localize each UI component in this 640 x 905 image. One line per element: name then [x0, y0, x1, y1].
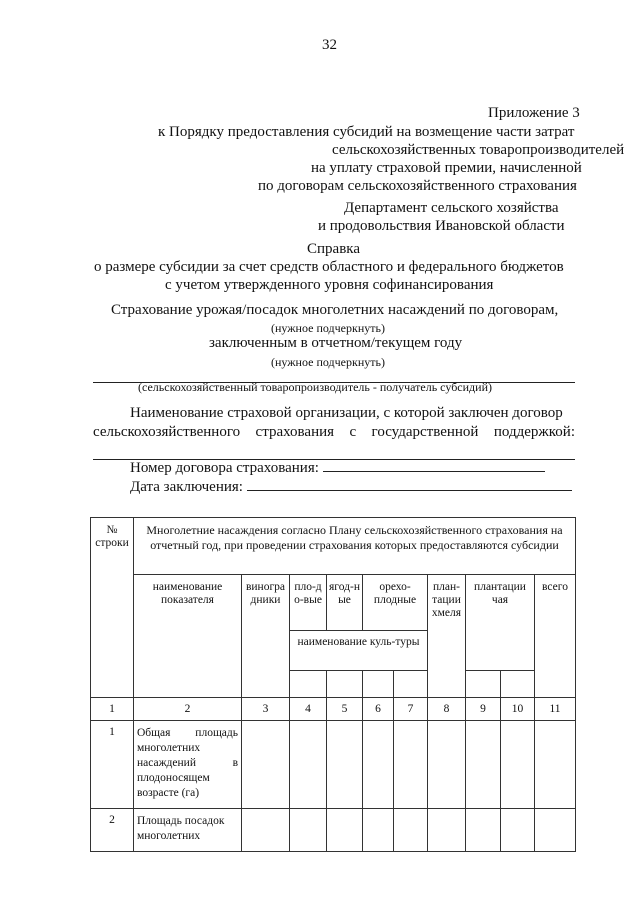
underline-hint: (нужное подчеркнуть) [271, 321, 385, 335]
data-cell[interactable] [428, 721, 466, 809]
data-cell[interactable] [327, 809, 363, 852]
tea-header: плантации чая [466, 575, 535, 671]
subsidy-table [90, 517, 576, 852]
data-cell[interactable] [501, 721, 535, 809]
column-number: 2 [134, 698, 242, 721]
column-number: 5 [327, 698, 363, 721]
data-cell[interactable] [466, 721, 501, 809]
contract-number-label: Номер договора страхования: [130, 460, 319, 476]
row-label: Общая площадь многолетних насаждений в плодоносящем возрасте (га) [134, 721, 242, 809]
data-cell[interactable] [501, 809, 535, 852]
column-number: 10 [501, 698, 535, 721]
column-number: 11 [535, 698, 576, 721]
contract-date-row [130, 478, 572, 496]
tea-culture-cell[interactable] [501, 671, 535, 698]
appendix-line: на уплату страховой премии, начисленной [311, 160, 582, 176]
row-label: Площадь посадок многолетних [134, 809, 242, 852]
culture-name-header: наименование куль-туры [290, 631, 428, 671]
row-number: 2 [91, 809, 134, 852]
data-cell[interactable] [428, 809, 466, 852]
data-cell[interactable] [363, 809, 394, 852]
appendix-line: сельскохозяйственных товаропроизводителей [332, 142, 625, 158]
vineyards-header: виноградники [242, 575, 290, 698]
department-line: Департамент сельского хозяйства [344, 200, 559, 216]
column-number: 1 [91, 698, 134, 721]
certificate-title: Справка [307, 241, 360, 257]
hops-header: план-тации хмеля [428, 575, 466, 698]
table-row [91, 721, 576, 809]
row-number: 1 [91, 721, 134, 809]
certificate-line: о размере субсидии за счет средств областного и федерального бюджетов [94, 259, 564, 275]
column-number: 8 [428, 698, 466, 721]
contract-number-row [130, 459, 545, 477]
contract-date-label: Дата заключения: [130, 479, 243, 495]
culture-cell[interactable] [394, 671, 428, 698]
appendix-line: по договорам сельскохозяйственного страхования [258, 178, 577, 194]
column-number: 7 [394, 698, 428, 721]
data-cell[interactable] [535, 721, 576, 809]
producer-caption: (сельскохозяйственный товаропроизводитель - получатель субсидий) [138, 380, 492, 394]
contract-number-field[interactable] [323, 459, 545, 472]
data-cell[interactable] [466, 809, 501, 852]
data-cell[interactable] [394, 721, 428, 809]
insurance-year-line: заключенным в отчетном/текущем году [209, 335, 463, 351]
col-row-number-header: № строки [91, 518, 134, 698]
underline-hint: (нужное подчеркнуть) [271, 355, 385, 369]
culture-cell[interactable] [327, 671, 363, 698]
insurer-line: Наименование страховой организации, с которой заключен договор [130, 405, 563, 421]
column-number: 9 [466, 698, 501, 721]
column-numbers-row [91, 698, 576, 721]
department-line: и продовольствия Ивановской области [318, 218, 565, 234]
plantings-group-header: Многолетние насаждения согласно Плану сельскохозяйственного страхования на отчетный год, при проведении страхования которых предоставляются субсидии [134, 518, 576, 575]
data-cell[interactable] [290, 721, 327, 809]
data-cell[interactable] [290, 809, 327, 852]
tea-culture-cell[interactable] [466, 671, 501, 698]
column-number: 6 [363, 698, 394, 721]
berry-header: ягод-ные [327, 575, 363, 631]
nut-header: орехо-плодные [363, 575, 428, 631]
data-cell[interactable] [242, 809, 290, 852]
culture-cell[interactable] [290, 671, 327, 698]
indicator-name-header: наименование показателя [134, 575, 242, 698]
appendix-line: к Порядку предоставления субсидий на возмещение части затрат [158, 124, 575, 140]
culture-cell[interactable] [363, 671, 394, 698]
fruit-header: пло-до-вые [290, 575, 327, 631]
page-number: 32 [322, 37, 337, 53]
total-header: всего [535, 575, 576, 698]
table-row [91, 809, 576, 852]
data-cell[interactable] [327, 721, 363, 809]
data-cell[interactable] [394, 809, 428, 852]
certificate-line: с учетом утвержденного уровня софинансирования [165, 277, 494, 293]
data-cell[interactable] [535, 809, 576, 852]
data-cell[interactable] [242, 721, 290, 809]
column-number: 4 [290, 698, 327, 721]
data-cell[interactable] [363, 721, 394, 809]
insurer-line: сельскохозяйственного страхования с государственной поддержкой: [93, 424, 575, 440]
contract-date-field[interactable] [247, 478, 572, 491]
appendix-title: Приложение 3 [488, 105, 580, 121]
insurance-type-line: Страхование урожая/посадок многолетних насаждений по договорам, [111, 302, 559, 318]
column-number: 3 [242, 698, 290, 721]
